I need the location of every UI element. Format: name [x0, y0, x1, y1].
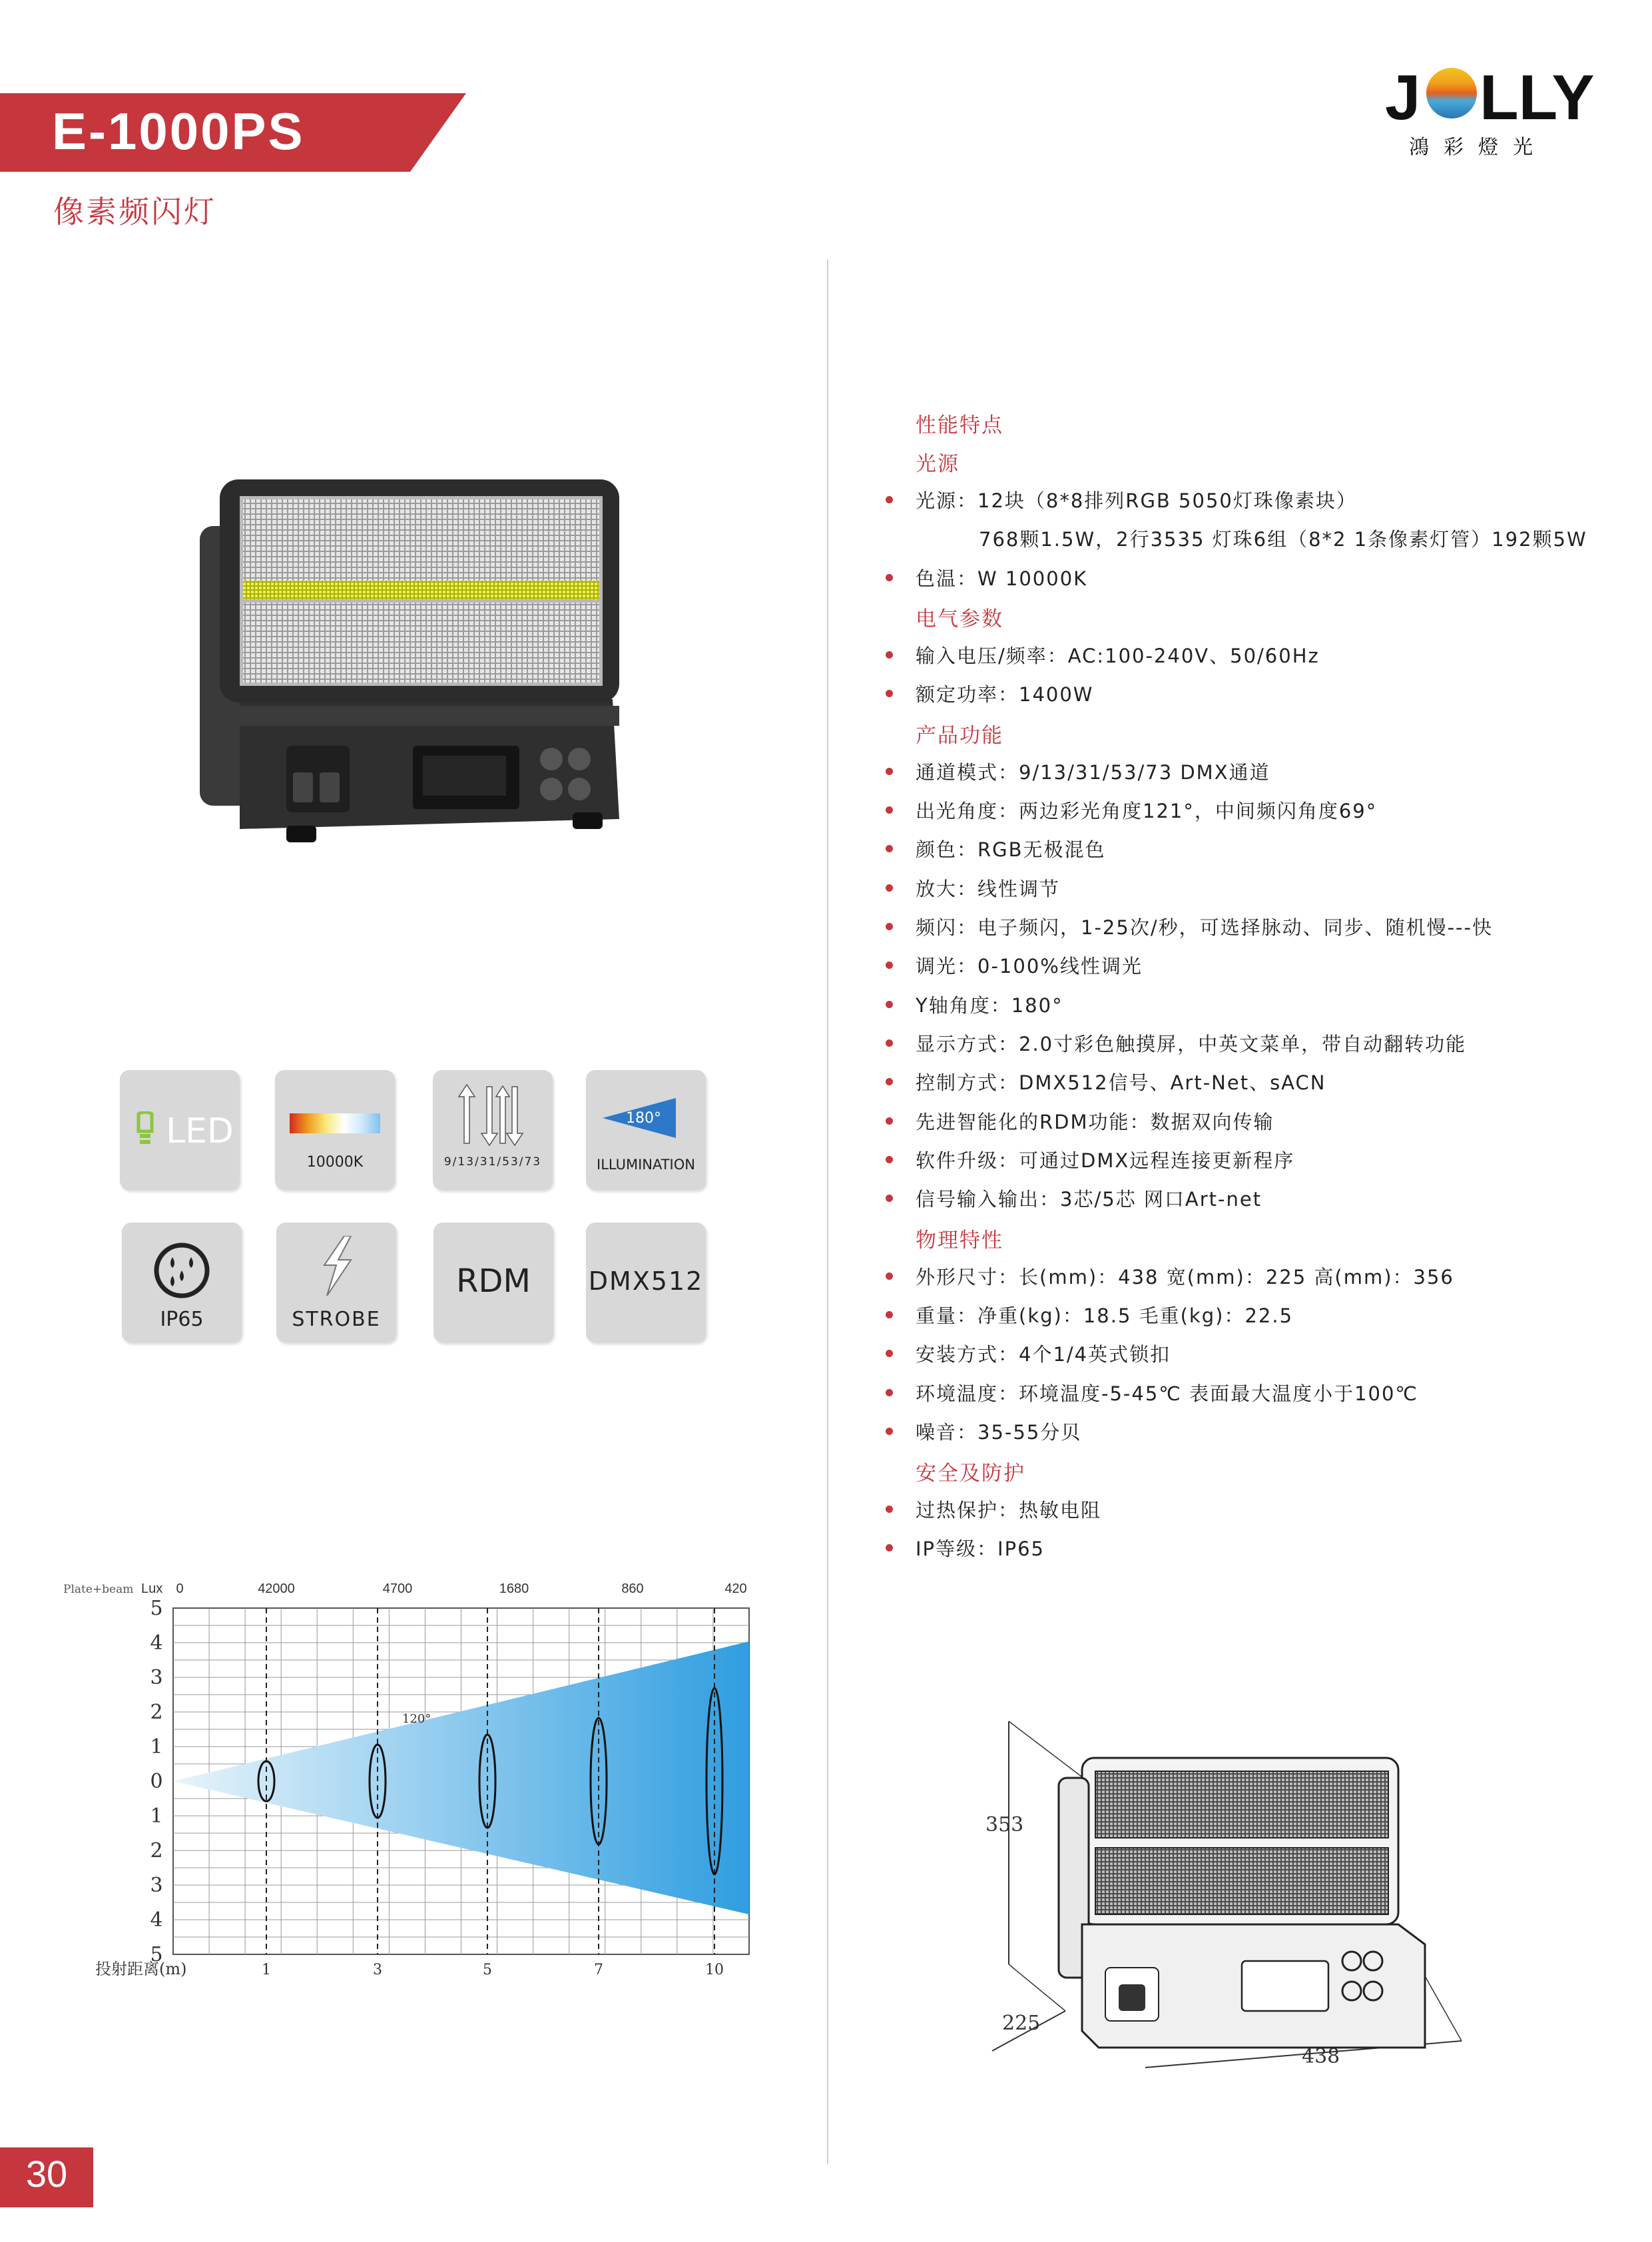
- spec-zoom: 放大：线性调节: [916, 878, 1061, 900]
- column-divider: [827, 260, 828, 2164]
- y-tick-label: 5: [150, 1943, 163, 1966]
- spec-software: 软件升级：可通过DMX远程连接更新程序: [916, 1149, 1295, 1172]
- bullet: [886, 1001, 893, 1008]
- light-source-title: 光源: [916, 452, 960, 476]
- bullet: [886, 1506, 893, 1513]
- y-tick-label: 5: [150, 1597, 163, 1620]
- bullet: [886, 1389, 893, 1396]
- x-tick-label: 5: [483, 1962, 492, 1978]
- y-tick-label: 1: [150, 1735, 163, 1759]
- lux-value: 1680: [499, 1581, 529, 1596]
- bullet: [886, 806, 893, 814]
- depth-dimension: 225: [1002, 2012, 1041, 2035]
- model-title: E-1000PS: [52, 102, 305, 160]
- brand-letters: LLY: [1480, 62, 1595, 133]
- lux-value: 0: [176, 1581, 184, 1596]
- bullet: [886, 923, 893, 930]
- rdm-tile: [433, 1223, 553, 1342]
- x-tick-label: 1: [262, 1962, 271, 1978]
- physical-title: 物理特性: [916, 1229, 1003, 1253]
- color-temp-label: 10000K: [306, 1154, 364, 1171]
- y-tick-label: 0: [150, 1770, 163, 1793]
- lux-label: Lux: [141, 1581, 163, 1596]
- spec-beam-angle: 出光角度：两边彩光角度121°，中间频闪角度69°: [916, 800, 1378, 822]
- bullet: [886, 884, 893, 892]
- lux-value: 42000: [258, 1581, 295, 1596]
- product-subtitle: 像素频闪灯: [53, 194, 216, 230]
- spec-noise: 噪音：35-55分贝: [916, 1421, 1082, 1444]
- channels-tile: [433, 1070, 553, 1190]
- strobe-label: STROBE: [292, 1308, 381, 1331]
- beam-chart: [47, 1555, 779, 2008]
- spec-dimming: 调光：0-100%线性调光: [916, 955, 1143, 978]
- led-label: LED: [166, 1111, 234, 1151]
- spec-light-source-cont: 768颗1.5W，2行3535 灯珠6组（8*2 1条像素灯管）192颗5W: [979, 528, 1587, 551]
- sun-logo-icon: [1426, 68, 1477, 119]
- spec-weight: 重量：净重(kg)：18.5 毛重(kg)：22.5: [916, 1304, 1294, 1327]
- spec-rdm: 先进智能化的RDM功能：数据双向传输: [916, 1111, 1274, 1133]
- x-tick-label: 10: [705, 1962, 724, 1978]
- y-tick-label: 2: [150, 1701, 163, 1724]
- bullet: [886, 1078, 893, 1085]
- y-tick-label: 4: [150, 1631, 163, 1655]
- bullet: [886, 1428, 893, 1435]
- x-tick-label: 7: [594, 1962, 603, 1978]
- lux-value: 4700: [382, 1581, 413, 1596]
- y-tick-label: 3: [150, 1666, 163, 1689]
- arrows-icon: [456, 1083, 529, 1147]
- spec-strobe: 频闪：电子频闪，1-25次/秒，可选择脉动、同步、随机慢---快: [916, 916, 1493, 939]
- spec-control: 控制方式：DMX512信号、Art-Net、sACN: [916, 1071, 1326, 1094]
- length-dimension: 438: [1302, 2045, 1340, 2068]
- product-photo: [186, 466, 653, 886]
- lightning-icon: [316, 1236, 356, 1296]
- bullet: [886, 1272, 893, 1280]
- spec-display: 显示方式：2.0寸彩色触摸屏，中英文菜单，带自动翻转功能: [916, 1033, 1467, 1055]
- spec-mounting: 安装方式：4个1/4英式锁扣: [916, 1343, 1171, 1366]
- bullet: [886, 962, 893, 969]
- color-temp-gradient-icon: [290, 1113, 380, 1133]
- spec-color: 颜色：RGB无极混色: [916, 838, 1106, 861]
- bullet: [886, 1544, 893, 1551]
- strobe-tile: [276, 1223, 396, 1342]
- spec-rated-power: 额定功率：1400W: [916, 683, 1094, 706]
- illumination-label: ILLUMINATION: [597, 1157, 695, 1173]
- lux-value: 860: [621, 1581, 644, 1596]
- x-axis-label: 投射距离(m): [95, 1960, 187, 1978]
- bullet: [886, 1117, 893, 1125]
- page-number: 30: [25, 2153, 68, 2195]
- safety-title: 安全及防护: [916, 1462, 1025, 1486]
- led-tile: [120, 1070, 240, 1190]
- angle-label: 120°: [402, 1712, 431, 1726]
- electrical-title: 电气参数: [916, 607, 1003, 631]
- spec-signal-io: 信号输入输出：3芯/5芯 网口Art-net: [916, 1188, 1262, 1211]
- channels-label: 9/13/31/53/73: [443, 1155, 542, 1169]
- bullet: [886, 1350, 893, 1357]
- color-temp-tile: [275, 1070, 395, 1190]
- bullet: [886, 690, 893, 697]
- y-ticks: [150, 1597, 162, 1966]
- brand-logo: [1385, 61, 1595, 161]
- bullet: [886, 1311, 893, 1318]
- chart-title: Plate+beam: [63, 1583, 134, 1596]
- dmx-tile: [586, 1223, 706, 1342]
- ip65-label: IP65: [160, 1308, 204, 1331]
- y-tick-label: 2: [150, 1839, 163, 1862]
- spec-color-temp: 色温：W 10000K: [916, 567, 1088, 590]
- spec-dimensions: 外形尺寸：长(mm)：438 宽(mm)：225 高(mm)：356: [916, 1266, 1454, 1288]
- height-dimension: 353: [985, 1813, 1024, 1836]
- spec-y-axis: Y轴角度：180°: [916, 994, 1063, 1017]
- bullet: [886, 845, 893, 852]
- spec-light-source: 光源：12块（8*8排列RGB 5050灯珠像素块）: [916, 489, 1357, 512]
- illumination-tile: [586, 1070, 706, 1190]
- ip65-tile: [122, 1223, 242, 1342]
- bullet: [886, 1156, 893, 1163]
- angle-value: 180°: [626, 1110, 661, 1127]
- dimension-drawing: [965, 1678, 1498, 2104]
- bullet: [886, 768, 893, 775]
- spec-ip-rating: IP等级：IP65: [916, 1538, 1045, 1560]
- functions-title: 产品功能: [916, 724, 1003, 748]
- spec-input-voltage: 输入电压/频率：AC:100-240V、50/60Hz: [916, 645, 1320, 667]
- bullet: [886, 1039, 893, 1047]
- bullet: [886, 574, 893, 581]
- y-tick-label: 3: [150, 1874, 163, 1897]
- features-title: 性能特点: [916, 414, 1003, 437]
- y-tick-label: 4: [150, 1908, 163, 1932]
- y-tick-label: 1: [150, 1805, 163, 1828]
- spec-channel-mode: 通道模式：9/13/31/53/73 DMX通道: [916, 761, 1270, 784]
- spec-overheat: 过热保护：热敏电阻: [916, 1499, 1102, 1522]
- brand-chinese-name: 鴻彩燈光: [1409, 136, 1547, 159]
- lux-value: 420: [724, 1581, 747, 1596]
- brand-letter-j: J: [1385, 62, 1421, 133]
- bullet: [886, 651, 893, 659]
- spec-temperature: 环境温度：环境温度-5-45℃ 表面最大温度小于100℃: [916, 1382, 1418, 1405]
- dmx-label: DMX512: [588, 1266, 704, 1296]
- waterproof-icon: [152, 1241, 211, 1300]
- bullet: [886, 496, 893, 503]
- rdm-label: RDM: [456, 1262, 531, 1300]
- x-tick-label: 3: [373, 1962, 382, 1978]
- bullet: [886, 1195, 893, 1202]
